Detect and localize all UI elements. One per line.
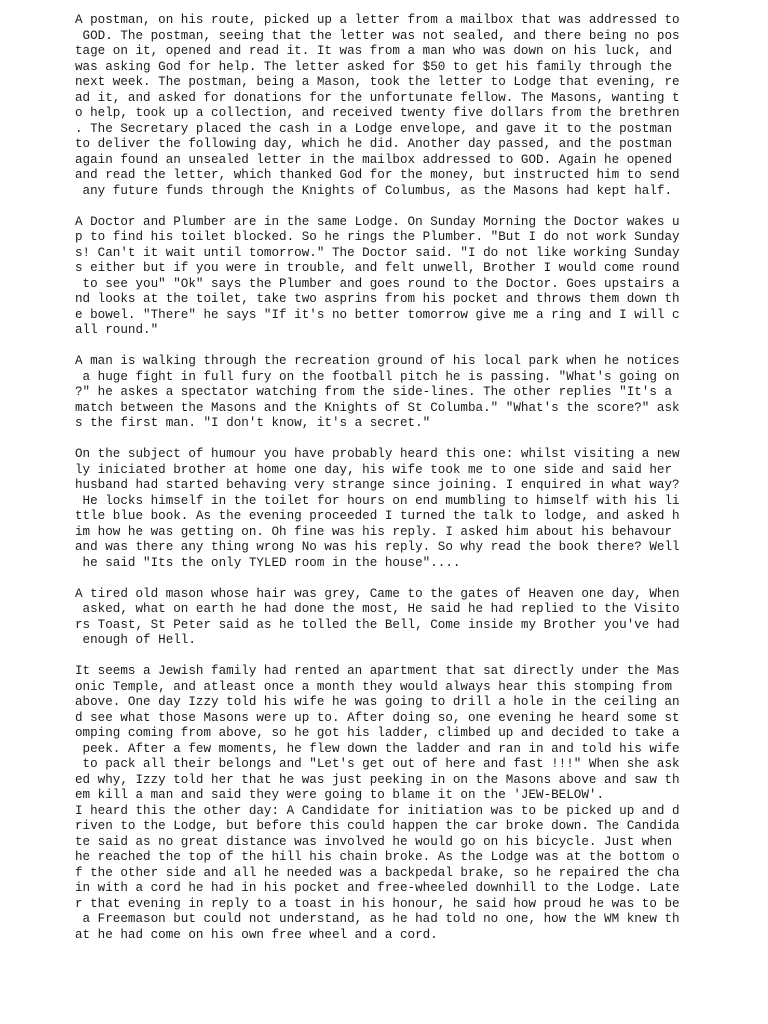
- text-line: and was there any thing wrong No was his reply. So why read the book there? Well: [75, 540, 680, 554]
- text-line: d see what those Masons were up to. After doing so, one evening he heard some st: [75, 710, 680, 725]
- text-line: at he had come on his own free wheel and a cord.: [75, 927, 438, 942]
- text-line: A postman, on his route, picked up a letter from a mailbox that was addressed to: [75, 13, 680, 27]
- text-line: riven to the Lodge, but before this could happen the car broke down. The Candida: [75, 819, 680, 833]
- paragraph: [75, 664, 695, 804]
- text-line: e bowel. "There" he says "If it's no better tomorrow give me a ring and I will c: [75, 307, 680, 322]
- text-line: s either but if you were in trouble, and felt unwell, Brother I would come round: [75, 261, 680, 275]
- text-line: rs Toast, St Peter said as he tolled the Bell, Come inside my Brother you've had: [75, 617, 680, 632]
- text-line: and read the letter, which thanked God for the money, but instructed him to send: [75, 168, 680, 182]
- text-line: A Doctor and Plumber are in the same Lodge. On Sunday Morning the Doctor wakes u: [75, 214, 680, 229]
- text-line: He locks himself in the toilet for hours on end mumbling to himself with his li: [75, 493, 680, 508]
- paragraph: [75, 215, 695, 339]
- text-line: te said as no great distance was involved he would go on his bicycle. Just when: [75, 834, 673, 849]
- text-line: em kill a man and said they were going to blame it on the 'JEW-BELOW'.: [75, 788, 605, 802]
- text-line: onic Temple, and atleast once a month they would always hear this stomping from: [75, 679, 673, 694]
- text-line: enough of Hell.: [75, 633, 196, 647]
- text-line: a Freemason but could not understand, as he had told no one, how the WM knew th: [75, 912, 680, 926]
- text-line: ed why, Izzy told her that he was just peeking in on the Masons above and saw th: [75, 772, 680, 787]
- text-line: It seems a Jewish family had rented an apartment that sat directly under the Mas: [75, 664, 680, 678]
- text-line: again found an unsealed letter in the mailbox addressed to GOD. Again he opened: [75, 152, 673, 167]
- text-line: . The Secretary placed the cash in a Lodge envelope, and gave it to the postman: [75, 121, 673, 136]
- text-line: s the first man. "I don't know, it's a secret.": [75, 416, 431, 430]
- document-page: [75, 13, 695, 959]
- paragraph: [75, 13, 695, 199]
- text-line: above. One day Izzy told his wife he was going to drill a hole in the ceiling an: [75, 695, 680, 709]
- text-line: tage on it, opened and read it. It was from a man who was down on his luck, and: [75, 44, 673, 58]
- text-line: asked, what on earth he had done the most, He said he had replied to the Visito: [75, 602, 680, 616]
- paragraph: [75, 447, 695, 571]
- text-line: im how he was getting on. Oh fine was his reply. I asked him about his behavour: [75, 524, 673, 539]
- text-line: I heard this the other day: A Candidate for initiation was to be picked up and d: [75, 803, 680, 818]
- text-line: ttle blue book. As the evening proceeded I turned the talk to lodge, and asked h: [75, 509, 680, 523]
- text-line: nd looks at the toilet, take two asprins from his pocket and throws them down th: [75, 292, 680, 306]
- text-line: ad it, and asked for donations for the unfortunate fellow. The Masons, wanting t: [75, 90, 680, 105]
- text-line: omping coming from above, so he got his ladder, climbed up and decided to take a: [75, 726, 680, 740]
- text-line: to deliver the following day, which he did. Another day passed, and the postman: [75, 137, 673, 151]
- text-line: r that evening in reply to a toast in his honour, he said how proud he was to be: [75, 896, 680, 911]
- text-line: s! Can't it wait until tomorrow." The Doctor said. "I do not like working Sunday: [75, 245, 680, 260]
- text-line: a huge fight in full fury on the football pitch he is passing. "What's going on: [75, 369, 680, 384]
- text-line: next week. The postman, being a Mason, took the letter to Lodge that evening, re: [75, 75, 680, 89]
- paragraph: [75, 804, 695, 944]
- text-line: husband had started behaving very strange since joining. I enquired in what way?: [75, 478, 680, 492]
- text-line: in with a cord he had in his pocket and free-wheeled downhill to the Lodge. Late: [75, 881, 680, 895]
- text-line: p to find his toilet blocked. So he rings the Plumber. "But I do not work Sunday: [75, 230, 680, 244]
- text-line: A tired old mason whose hair was grey, Came to the gates of Heaven one day, When: [75, 586, 680, 601]
- text-line: GOD. The postman, seeing that the letter was not sealed, and there being no pos: [75, 28, 680, 43]
- text-line: On the subject of humour you have probably heard this one: whilst visiting a new: [75, 447, 680, 461]
- text-line: ?" he askes a spectator watching from the side-lines. The other replies "It's a: [75, 385, 673, 399]
- text-line: any future funds through the Knights of Columbus, as the Masons had kept half.: [75, 183, 673, 198]
- text-line: peek. After a few moments, he flew down the ladder and ran in and told his wife: [75, 741, 680, 756]
- text-line: match between the Masons and the Knights of St Columba." "What's the score?" ask: [75, 400, 680, 415]
- text-line: he reached the top of the hill his chain broke. As the Lodge was at the bottom o: [75, 850, 680, 864]
- text-line: to pack all their belongs and "Let's get out of here and fast !!!" When she ask: [75, 757, 680, 771]
- text-line: was asking God for help. The letter asked for $50 to get his family through the: [75, 59, 673, 74]
- text-line: f the other side and all he needed was a backpedal brake, so he repaired the cha: [75, 865, 680, 880]
- paragraph: [75, 587, 695, 649]
- paragraph: [75, 354, 695, 432]
- text-line: ly iniciated brother at home one day, his wife took me to one side and said her: [75, 462, 673, 477]
- text-line: o help, took up a collection, and received twenty five dollars from the brethren: [75, 106, 680, 120]
- text-line: he said "Its the only TYLED room in the house"....: [75, 555, 461, 570]
- text-line: to see you" "Ok" says the Plumber and goes round to the Doctor. Goes upstairs a: [75, 276, 680, 291]
- text-line: A man is walking through the recreation ground of his local park when he notices: [75, 354, 680, 368]
- text-line: all round.": [75, 323, 159, 337]
